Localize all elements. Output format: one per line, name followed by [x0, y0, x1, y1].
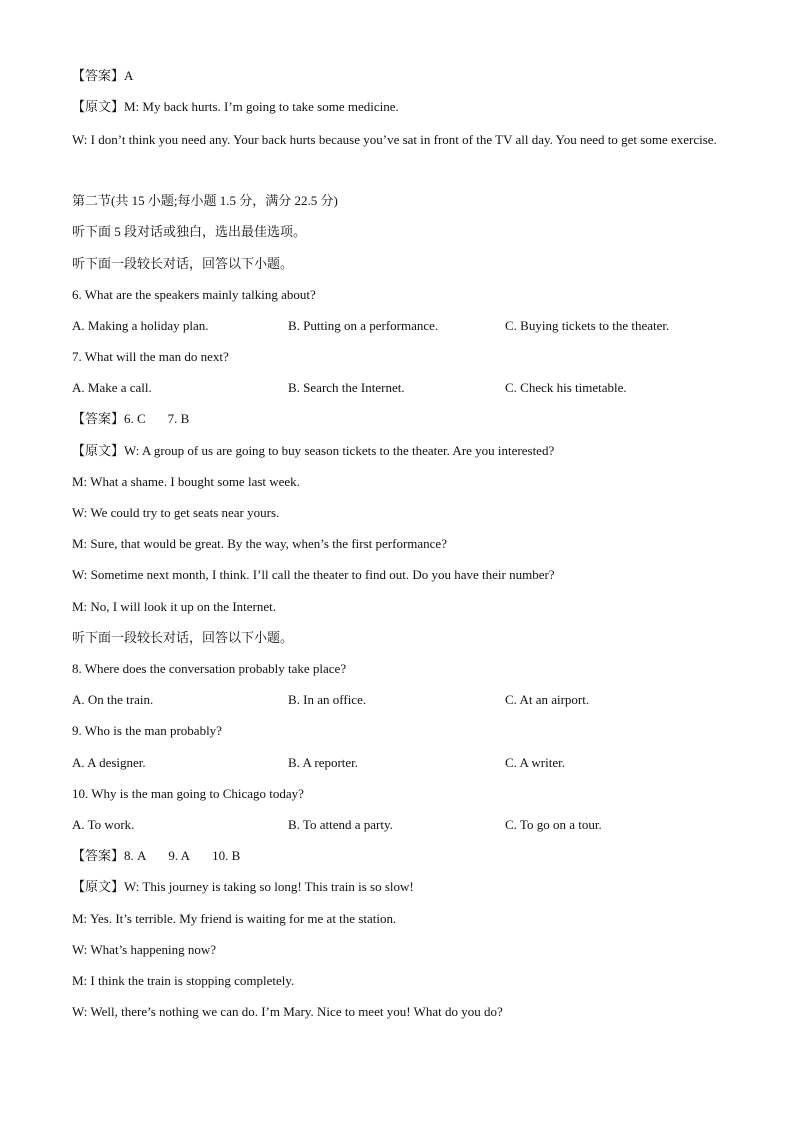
option-c: C. A writer.: [505, 755, 565, 770]
transcript-line: W: We could try to get seats near yours.: [72, 505, 280, 520]
question-6: 6. What are the speakers mainly talking about?: [72, 287, 316, 302]
question-9: 9. Who is the man probably?: [72, 723, 222, 738]
answer-value: 7. B: [167, 411, 190, 426]
answer-line: 【答案】A: [72, 68, 134, 83]
answer-line: [72, 848, 732, 864]
transcript-line: W: Well, there’s nothing we can do. I’m Mary. Nice to meet you! What do you do?: [72, 1004, 503, 1019]
transcript-line: M: No, I will look it up on the Internet.: [72, 599, 277, 614]
transcript-line: W: What’s happening now?: [72, 942, 217, 957]
option-a: A. Make a call.: [72, 380, 152, 395]
group-intro: 听下面一段较长对话，回答以下小题。: [72, 256, 294, 271]
question-8: 8. Where does the conversation probably take place?: [72, 661, 347, 676]
option-a: A. On the train.: [72, 692, 154, 707]
option-a: A. Making a holiday plan.: [72, 318, 209, 333]
option-c: C. Buying tickets to the theater.: [505, 318, 670, 333]
option-b: B. Search the Internet.: [288, 380, 405, 395]
answer-line: [72, 411, 732, 427]
option-b: B. A reporter.: [288, 755, 359, 770]
transcript-line: W: I don’t think you need any. Your back hurts because you’ve sat in front of the TV all day. You need to get some exercise.: [72, 132, 717, 147]
answer-value: 10. B: [212, 848, 241, 863]
question-10: 10. Why is the man going to Chicago today?: [72, 786, 304, 801]
answer-label: 【答案】6. C: [72, 411, 146, 426]
option-c: C. To go on a tour.: [505, 817, 602, 832]
section-instruction: 听下面 5 段对话或独白，选出最佳选项。: [72, 224, 307, 239]
option-b: B. In an office.: [288, 692, 367, 707]
option-a: A. A designer.: [72, 755, 146, 770]
transcript-line: M: Sure, that would be great. By the way, when’s the first performance?: [72, 536, 447, 551]
section-heading: 第二节(共 15 小题;每小题 1.5 分，满分 22.5 分): [72, 193, 338, 208]
option-c: C. Check his timetable.: [505, 380, 627, 395]
option-b: B. Putting on a performance.: [288, 318, 439, 333]
transcript-line: 【原文】W: A group of us are going to buy season tickets to the theater. Are you interested?: [72, 443, 555, 458]
option-b: B. To attend a party.: [288, 817, 393, 832]
transcript-line: 【原文】M: My back hurts. I’m going to take some medicine.: [72, 99, 399, 114]
answer-value: 9. A: [168, 848, 191, 863]
group-intro: 听下面一段较长对话，回答以下小题。: [72, 630, 294, 645]
transcript-line: M: I think the train is stopping completely.: [72, 973, 295, 988]
answer-label: 【答案】8. A: [72, 848, 147, 863]
transcript-line: M: What a shame. I bought some last week.: [72, 474, 300, 489]
question-7: 7. What will the man do next?: [72, 349, 229, 364]
transcript-line: W: Sometime next month, I think. I’ll call the theater to find out. Do you have their number?: [72, 567, 555, 582]
transcript-line: 【原文】W: This journey is taking so long! This train is so slow!: [72, 879, 414, 894]
option-a: A. To work.: [72, 817, 135, 832]
option-c: C. At an airport.: [505, 692, 590, 707]
transcript-line: M: Yes. It’s terrible. My friend is waiting for me at the station.: [72, 911, 397, 926]
